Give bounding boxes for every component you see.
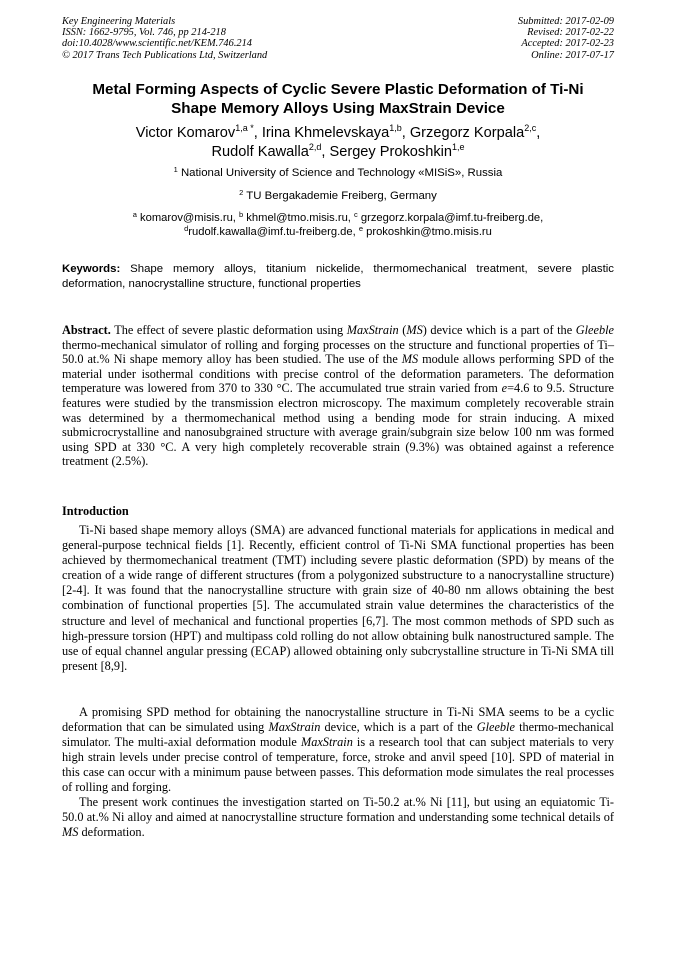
abstract-italic: Gleeble — [575, 323, 614, 337]
submission-dates — [518, 16, 614, 61]
author-sup: 1,a * — [235, 123, 254, 133]
date-accepted: Accepted: 2017-02-23 — [521, 38, 614, 50]
paragraph-italic: Gleeble — [476, 720, 515, 735]
paper-title — [62, 80, 614, 118]
abstract-label: Abstract. — [62, 323, 111, 337]
abstract — [62, 323, 614, 469]
author-name: Victor Komarov — [135, 125, 236, 141]
email-line — [62, 223, 614, 240]
paragraph-text: is a research tool that can subject materials to very high strain levels under precise control of temperature, force, stroke and anvil speed [10]. SPD of material in this case can occur with a minimum pause between passes. This deformation mode simulates the real processes of rolling and forging. — [62, 735, 614, 795]
journal-doi[interactable]: doi:10.4028/www.scientific.net/KEM.746.214 — [62, 38, 252, 50]
paragraph-italic: MaxStrain — [300, 735, 353, 750]
affiliation-text: National University of Science and Technology «MISiS», Russia — [177, 167, 503, 179]
author-list — [62, 124, 614, 162]
abstract-text: The effect of severe plastic deformation using — [110, 323, 347, 337]
author-separator: , — [253, 125, 262, 141]
paragraph-italic: MS — [62, 825, 79, 840]
journal-header — [62, 16, 267, 61]
author-sup: 1,b — [389, 123, 402, 133]
intro-paragraph-2 — [62, 705, 614, 796]
author-separator: , — [536, 125, 541, 141]
author-sup: 2,d — [308, 142, 322, 152]
intro-paragraph-1: Ti-Ni based shape memory alloys (SMA) are advanced functional materials for applications in medical and general-purpose technical fields [1]. Recently, efficient control of Ti-Ni SMA functional properties has been achieved by thermomechanical treatment (TMT) including severe plastic deformation (SPD) by means of the creation of a wide range of different structures (from a polygonized substructure to a nanocrystalline structure) [2-4]. It was found that the nanocrystalline structure with grain size of 40-80 nm allows obtaining the best combination of functional properties [5]. The accumulated strain value determines the characteristics of the structure and level of mechanical and functional properties [6,7]. The most common methods of SPD such as high-pressure torsion (HPT) and multipass cold rolling do not allow obtaining bulk nanostructured sample. The use of equal channel angular pressing (ECAP) allowed obtaining only subcrystalline structure in Ti-Ni SMA till present [8,9]. — [62, 523, 614, 673]
abstract-text: =4.6 to 9.5. Structure features were studied by the transmission electron microscopy. The maximum completely recoverable strain was determined by a thermomechanical method using a bending mode for strain inducing. A mixed submicrocrystalline and nanosubgrained structure with average grain/subgrain size below 100 nm was formed using SPD at 330 °C. A very high completely recoverable strain (9.3%) was obtained against a reference treatment (2.5%). — [62, 381, 614, 469]
email-link[interactable]: khmel@tmo.misis.ru, — [243, 212, 355, 224]
abstract-text: module allows performing SPD of the material under isothermal conditions with precise control of the deformation parameters. The deformation temperature was lowered from 370 to 330 °C. The accumulated true strain varied from — [62, 352, 614, 396]
email-sup: e — [358, 223, 364, 233]
title-line: Shape Memory Alloys Using MaxStrain Device — [171, 100, 505, 117]
keywords — [62, 262, 614, 291]
author-sup: 1,e — [451, 142, 465, 152]
keywords-text: Shape memory alloys, titanium nickelide, thermomechanical treatment, severe plastic deformation, nanocrystalline structure, functional properties — [62, 263, 614, 290]
author-line — [62, 143, 614, 162]
journal-name: Key Engineering Materials — [62, 16, 176, 27]
keywords-label: Keywords: — [62, 263, 121, 275]
author-name: Irina Khmelevskaya — [261, 125, 390, 141]
abstract-italic: e — [501, 381, 508, 396]
paragraph-text: A promising SPD method for obtaining the nanocrystalline structure in Ti-Ni SMA seems to be a cyclic deformation that can be simulated using — [62, 705, 614, 735]
email-sup: c — [354, 210, 358, 219]
author-sup: 2,c — [524, 123, 537, 133]
date-revised: Revised: 2017-02-22 — [527, 27, 614, 39]
date-online: Online: 2017-07-17 — [531, 49, 614, 61]
author-separator: , — [401, 125, 410, 141]
email-link[interactable]: rudolf.kawalla@imf.tu-freiberg.de, — [188, 225, 359, 238]
author-name: Rudolf Kawalla — [211, 144, 309, 160]
paragraph-text: deformation. — [78, 825, 145, 840]
email-sup: b — [239, 210, 244, 219]
author-name: Grzegorz Korpala — [409, 125, 525, 141]
title-line: Metal Forming Aspects of Cyclic Severe Plastic Deformation of Ti-Ni — [92, 81, 584, 98]
email-link[interactable]: grzegorz.korpala@imf.tu-freiberg.de, — [357, 212, 544, 224]
affiliation-text: TU Bergakademie Freiberg, Germany — [243, 190, 437, 202]
author-separator: , — [321, 144, 330, 160]
email-link[interactable]: komarov@misis.ru, — [136, 212, 240, 224]
abstract-text: thermo-mechanical simulator of rolling and forging processes on the structure and functional properties of Ti–50.0 at.% Ni shape memory alloy has been studied. The use of the — [62, 337, 614, 367]
author-line — [62, 124, 614, 143]
author-name: Sergey Prokoshkin — [329, 144, 452, 160]
affiliation-2 — [62, 190, 614, 203]
affiliation-sup: 2 — [239, 188, 244, 197]
paragraph-text: device, which is a part of the — [320, 720, 477, 735]
section-heading-introduction: Introduction — [62, 504, 129, 518]
abstract-italic: MS — [406, 323, 423, 337]
journal-copyright: © 2017 Trans Tech Publications Ltd, Switzerland — [62, 49, 268, 61]
paragraph-italic: MaxStrain — [268, 720, 321, 735]
intro-paragraph-3 — [62, 795, 614, 840]
affiliation-1 — [62, 167, 614, 180]
email-link[interactable]: prokoshkin@tmo.misis.ru — [363, 225, 492, 238]
abstract-italic: MaxStrain — [346, 323, 399, 337]
journal-issn: ISSN: 1662-9795, Vol. 746, pp 214-218 — [62, 27, 226, 39]
email-sup: d — [184, 223, 189, 233]
paragraph-text: The present work continues the investigation started on Ti-50.2 at.% Ni [11], but using an equiatomic Ti-50.0 at.% Ni alloy and aimed at nanocrystalline structure formation and understanding some technical details of — [62, 795, 614, 825]
author-emails — [62, 212, 614, 239]
date-submitted: Submitted: 2017-02-09 — [517, 16, 614, 27]
paragraph-text: thermo-mechanical simulator. The multi-axial deformation module — [62, 720, 614, 750]
email-line — [62, 212, 614, 226]
abstract-text: ( — [398, 323, 407, 337]
email-sup: a — [132, 210, 137, 219]
abstract-text: ) device which is a part of the — [422, 323, 576, 337]
affiliation-sup: 1 — [173, 165, 178, 174]
abstract-italic: MS — [401, 352, 419, 367]
